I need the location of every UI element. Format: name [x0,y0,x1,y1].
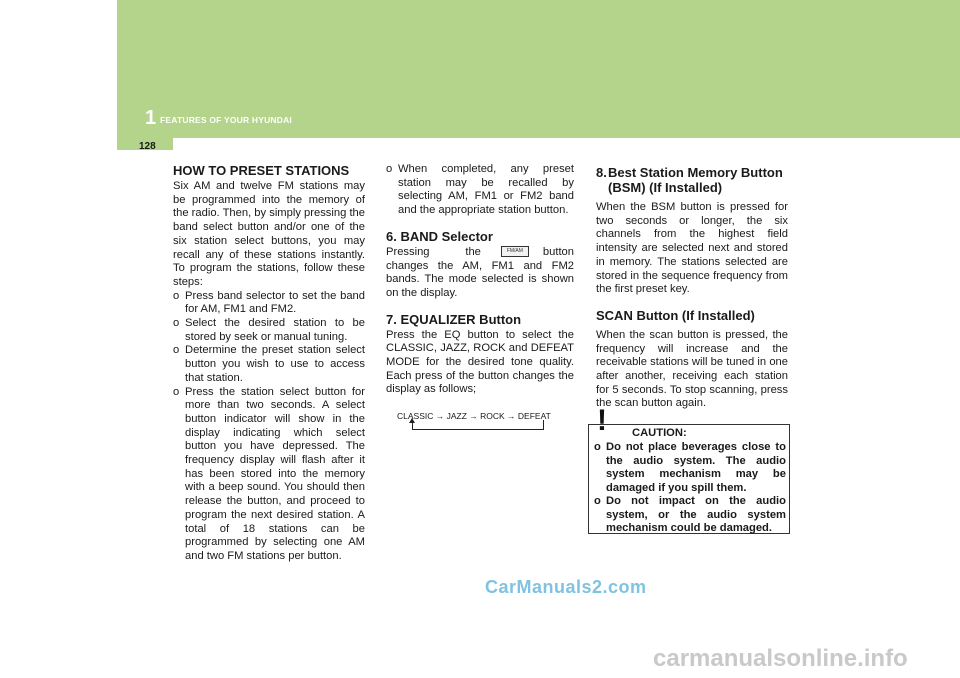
bsm-text: When the BSM button is pressed for two seconds or longer, the six channels from the highest field intensity are selected next and stored in memory. The stations selected are stored in the sequence frequency from the first preset key. [596,201,788,296]
preset-heading: HOW TO PRESET STATIONS [173,163,350,178]
eq-heading: 7. EQUALIZER Button [386,311,522,327]
column-3 [596,165,788,411]
list-item: o Press band selector to set the band for AM, FM1 and FM2. [173,289,365,316]
eq-loop-line [412,420,544,430]
chapter-title: FEATURES OF YOUR HYUNDAI [160,115,292,125]
caution-title: CAUTION: [632,427,687,439]
watermark-online: carmanualsonline.info [653,645,908,672]
list-item: o Do not place beverages close to the audio system. The audio system mechanism may be damaged if you spill them. [594,441,786,494]
fm-am-button-icon: FM/AM [501,246,529,257]
band-heading: 6. BAND Selector [386,228,493,244]
eq-text: Press the EQ button to select the CLASSIC, JAZZ, ROCK and DEFEAT MODE for the desired tone quality. Each press of the button changes the display as follows; [386,328,574,396]
watermark-carmanuals: CarManuals2.com [485,577,647,597]
caution-list [594,441,786,536]
page-number: 128 [139,141,156,152]
chapter-number: 1 [145,107,157,129]
list-item: o Do not impact on the audio system, or the audio system mechanism could be damaged. [594,495,786,534]
list-item: o Press the station select button for more than two seconds. A select button indicator will show in the display indicating which select button you have depressed. The frequency display will flash after it has been stored into the memory with a beep sound. You should then release the button, and proceed to program the next desired station. A total of 18 stations can be programmed by selecting one AM and two FM stations per button. [173,385,365,562]
recall-step [386,163,574,218]
scan-heading: SCAN Button (If Installed) [596,307,755,323]
preset-intro: Six AM and twelve FM stations may be programmed into the memory of the radio. Then, by simply pressing the band select button and/or one of the six station select buttons, you may recall any of these stations instantly. To program the stations, follow these steps: [173,180,365,288]
band-text: Pressing the FM/AM button changes the AM, FM1 and FM2 bands. The mode selected is shown on the display. [386,245,574,299]
preset-steps [173,290,365,564]
column-1 [173,163,365,564]
arrow-up-icon [409,418,415,423]
list-item: o Determine the preset station select button you wish to use to access that station. [173,344,365,384]
bsm-heading: 8. Best Station Memory Button (BSM) (If Installed) [596,165,783,195]
list-item: o Select the desired station to be stored by seek or manual tuning. [173,317,365,343]
warning-icon: ! [597,404,607,437]
column-2 [386,163,574,397]
scan-text: When the scan button is pressed, the frequency will increase and the receivable stations will be tuned in one after another, receiving each station for 5 seconds. To stop scanning, press the scan button again. [596,328,788,410]
eq-sequence: CLASSIC → JAZZ → ROCK → DEFEAT [397,411,551,421]
list-item: o When completed, any preset station may be recalled by selecting AM, FM1 or FM2 band and the appropriate station button. [386,163,574,217]
